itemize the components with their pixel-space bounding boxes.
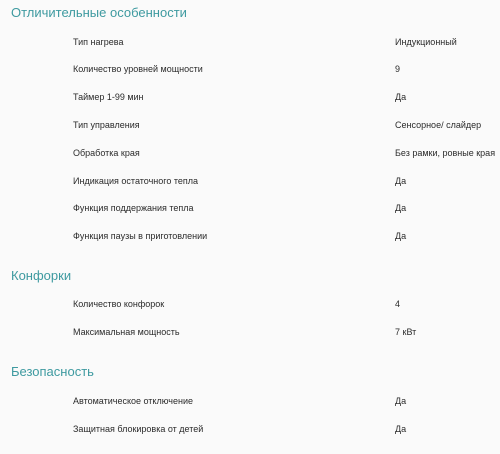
spec-label: Тип нагрева xyxy=(73,37,124,47)
spec-label: Максимальная мощность xyxy=(73,327,180,337)
spec-value: Индукционный xyxy=(395,37,457,47)
spec-value: 4 xyxy=(395,299,401,309)
spec-row xyxy=(0,84,500,112)
spec-label: Тип управления xyxy=(73,120,140,130)
spec-row xyxy=(0,416,500,444)
section-title-features: Отличительные особенности xyxy=(11,5,187,20)
spec-value: Да xyxy=(395,176,407,186)
spec-value: Да xyxy=(395,424,407,434)
spec-value: 9 xyxy=(395,64,401,74)
spec-row xyxy=(0,56,500,84)
spec-row xyxy=(0,112,500,140)
spec-label: Автоматическое отключение xyxy=(73,396,193,406)
spec-value: Да xyxy=(395,92,407,102)
spec-value: Сенсорное/ слайдер xyxy=(395,120,482,130)
spec-row xyxy=(0,223,500,251)
spec-value: 7 кВт xyxy=(395,327,417,337)
spec-row xyxy=(0,195,500,223)
spec-label: Индикация остаточного тепла xyxy=(73,176,198,186)
spec-value: Без рамки, ровные края xyxy=(395,148,496,158)
spec-label: Количество уровней мощности xyxy=(73,64,203,74)
spec-row xyxy=(0,168,500,196)
spec-label: Функция поддержания тепла xyxy=(73,203,194,213)
spec-row xyxy=(0,29,500,57)
spec-value: Да xyxy=(395,231,407,241)
section-title-safety: Безопасность xyxy=(11,364,94,379)
spec-label: Обработка края xyxy=(73,148,140,158)
spec-value: Да xyxy=(395,203,407,213)
spec-row xyxy=(0,388,500,416)
spec-label: Количество конфорок xyxy=(73,299,165,309)
spec-value: Да xyxy=(395,396,407,406)
spec-label: Функция паузы в приготовлении xyxy=(73,231,208,241)
spec-row xyxy=(0,319,500,347)
section-title-burners: Конфорки xyxy=(11,268,72,283)
spec-label: Защитная блокировка от детей xyxy=(73,424,204,434)
spec-label: Таймер 1-99 мин xyxy=(73,92,144,102)
spec-row xyxy=(0,291,500,319)
spec-row xyxy=(0,140,500,168)
